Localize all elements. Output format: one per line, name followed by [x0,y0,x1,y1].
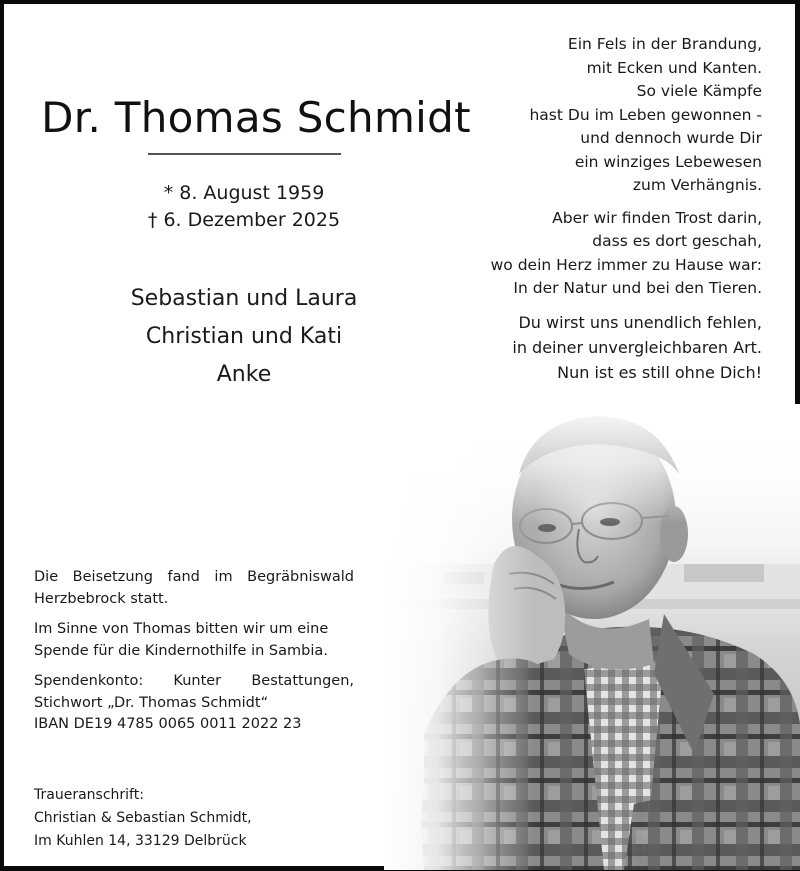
poem-line: Aber wir finden Trost darin, [552,208,762,227]
word: Kunter [173,673,222,689]
donation-line-2: Spende für die Kindernothilfe in Sambia. [34,642,328,659]
poem-stanza [422,207,762,301]
funeral-info [34,567,354,745]
address-names: Christian & Sebastian Schmidt, [34,810,252,826]
poem-line: dass es dort geschah, [592,232,762,250]
burial-line-1 [34,567,354,589]
poem-line: Du wirst uns unendlich fehlen, [518,312,762,332]
poem-line: wo dein Herz immer zu Hause war: [490,255,762,274]
account-keyword: Stichwort „Dr. Thomas Schmidt“ [34,694,269,711]
word: Die [34,569,59,585]
poem-stanza [422,310,762,385]
word: fand [167,569,200,585]
mourner: Anke [216,362,272,387]
life-dates [84,180,404,234]
word: im [214,569,233,585]
deceased-name: Dr. Thomas Schmidt [41,93,471,142]
word: Bestattungen, [251,673,354,689]
poem-line: So viele Kämpfe [636,82,762,100]
poem-line: Ein Fels in der Brandung, [567,35,762,53]
poem-line: In der Natur und bei den Tieren. [513,279,762,297]
portrait-photo [384,404,800,870]
burial-line-2: Herzbebrock statt. [34,590,169,607]
birth-date: * 8. August 1959 [163,182,325,204]
mourner: Christian und Kati [145,324,343,349]
word: Spendenkonto: [34,673,144,689]
address-street: Im Kuhlen 14, 33129 Delbrück [34,833,247,849]
memorial-poem [422,33,762,394]
address-label: Traueranschrift: [34,787,144,803]
donation-request [34,619,354,662]
poem-stanza [422,33,762,198]
word: Begräbniswald [247,569,354,585]
poem-line: in deiner unvergleichbaren Art. [512,337,762,357]
poem-line: hast Du im Leben gewonnen - [529,105,762,124]
burial-notice [34,567,354,610]
mourner: Sebastian und Laura [130,286,358,311]
account-iban: IBAN DE19 4785 0065 0011 2022 23 [34,716,302,732]
death-date: † 6. Dezember 2025 [147,209,341,231]
photo-fade-top [384,404,800,524]
word: Beisetzung [72,569,153,585]
poem-line: und dennoch wurde Dir [580,129,762,147]
name-divider [148,153,341,155]
account-line-1 [34,671,354,693]
poem-line: zum Verhängnis. [632,176,762,194]
poem-line: ein winziges Lebewesen [574,152,762,171]
donation-account [34,671,354,736]
mourning-address [34,784,364,853]
poem-line: mit Ecken und Kanten. [586,58,762,77]
poem-line: Nun ist es still ohne Dich! [557,362,762,382]
donation-line-1: Im Sinne von Thomas bitten wir um eine [34,621,329,637]
mourners-list [84,280,404,394]
